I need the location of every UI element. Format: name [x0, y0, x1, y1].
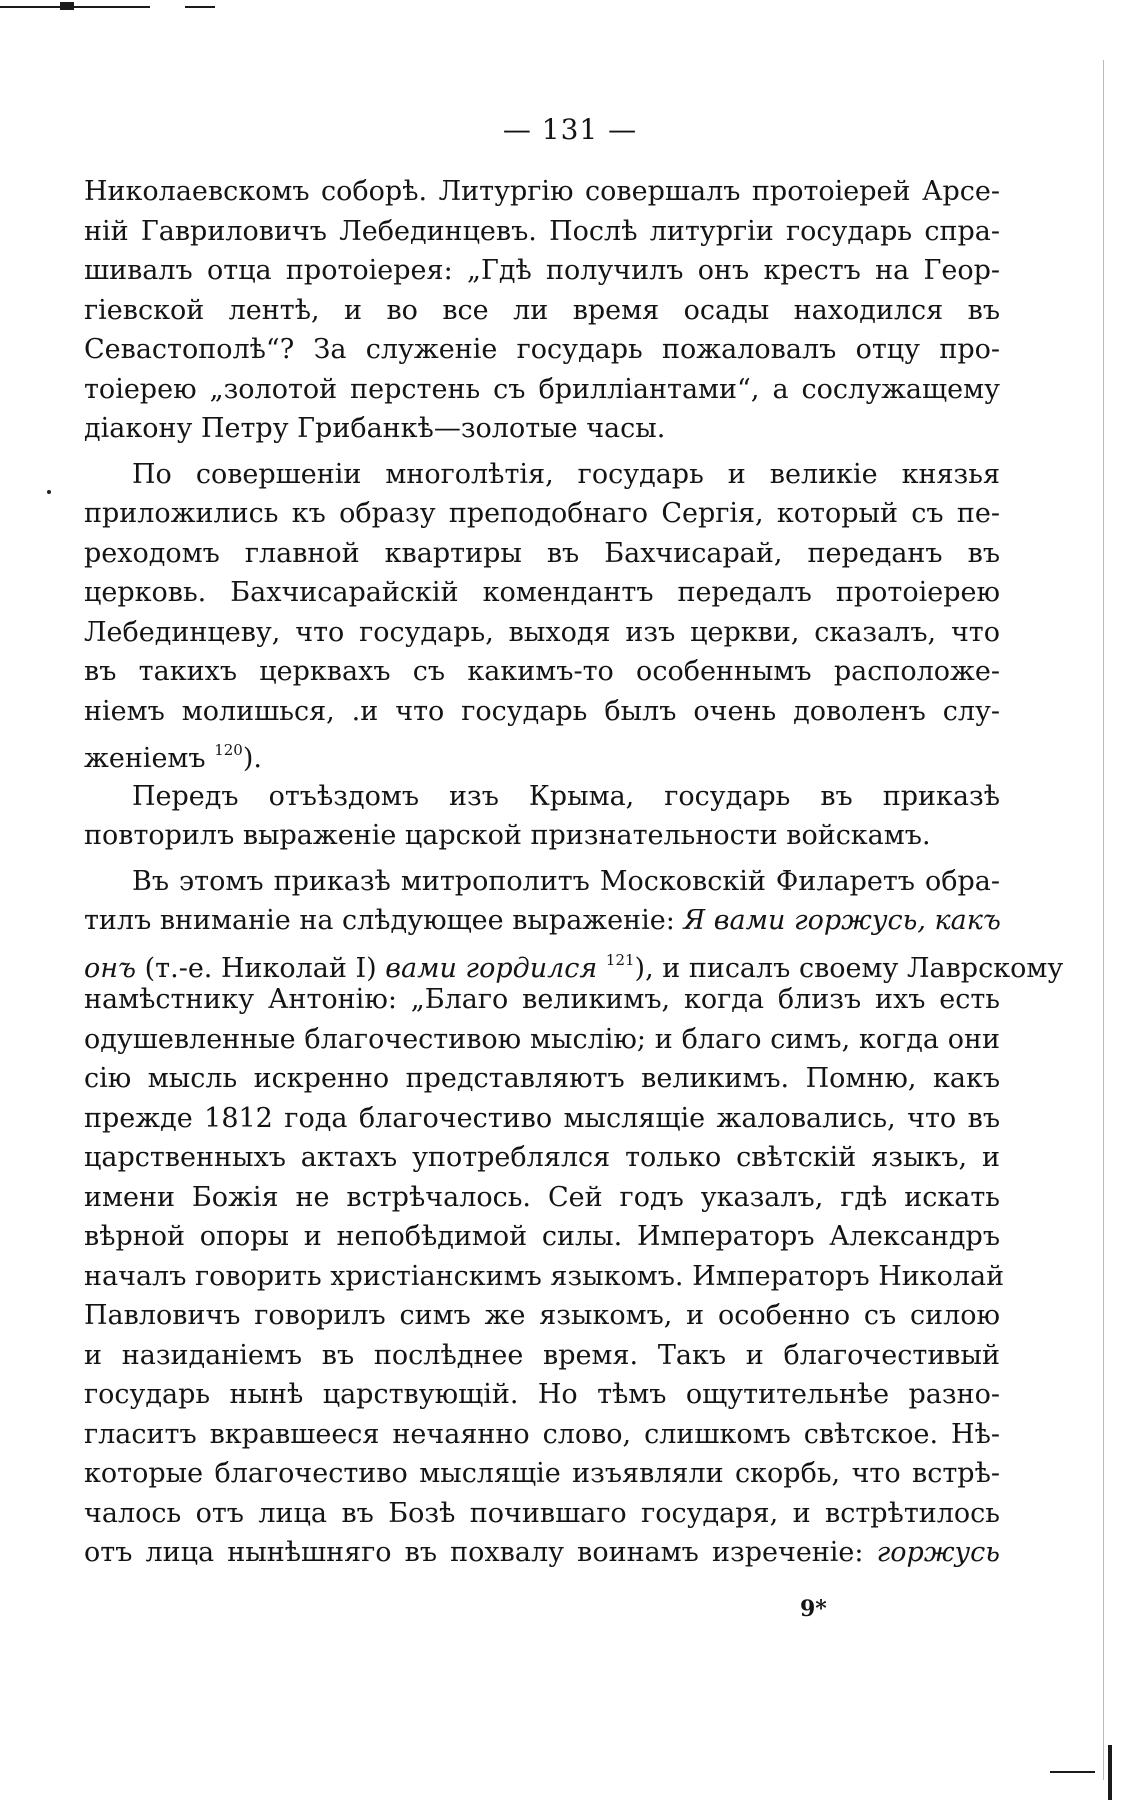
- text-line: [84, 941, 1064, 984]
- text-line: которые благочестиво мыслящіе изъявляли скорбь, что встрѣ-: [84, 1458, 1000, 1489]
- text-line: реходомъ главной квартиры въ Бахчисарай, переданъ въ: [84, 537, 1000, 569]
- text-fragment: ), и писалъ своему Лаврскому: [634, 952, 1064, 984]
- text-line: Лебединцеву, что государь, выходя изъ церкви, сказалъ, что: [84, 616, 1000, 648]
- italic-quote: горжусь: [876, 1537, 1000, 1568]
- text-line: чалось отъ лица въ Бозѣ почившаго государя, и встрѣтилось: [84, 1497, 1000, 1529]
- text-line: Севастополѣ“? За служеніе государь пожаловалъ отцу про-: [84, 334, 1000, 365]
- text-fragment: отъ лица нынѣшняго въ похвалу воинамъ изреченіе:: [84, 1537, 864, 1568]
- text-line: Павловичъ говорилъ симъ же языкомъ, и особенно съ силою: [84, 1300, 1000, 1331]
- text-fragment: ).: [242, 743, 262, 774]
- italic-quote: онъ: [84, 952, 137, 984]
- text-line: имени Божія не встрѣчалось. Сей годъ указалъ, гдѣ искать: [84, 1181, 1000, 1213]
- text-line: одушевленные благочестивою мыслію; и благо симъ, когда они: [84, 1023, 1000, 1055]
- text-line: вѣрной опоры и непобѣдимой силы. Императоръ Александръ: [84, 1221, 1000, 1252]
- text-line: сію мысль искренно представляютъ великимъ. Помню, какъ: [84, 1063, 1000, 1094]
- scan-artifact: [1108, 1745, 1112, 1800]
- text-line: государь нынѣ царствующій. Но тѣмъ ощутительнѣе разно-: [84, 1379, 1000, 1410]
- text-fragment: женіемъ: [84, 743, 206, 774]
- page-edge-line: [1103, 60, 1104, 1780]
- paragraph: [84, 777, 1000, 856]
- text-line: діакону Петру Грибанкѣ—золотые часы.: [84, 413, 666, 444]
- text-line: Николаевскомъ соборѣ. Литургію совершалъ протоіерей Арсе-: [84, 176, 1000, 207]
- text-line: ніемъ молишься, .и что государь былъ очень доволенъ слу-: [84, 695, 1000, 727]
- signature-mark: 9*: [800, 1596, 827, 1622]
- text-line: намѣстнику Антонію: „Благо великимъ, когда близъ ихъ есть: [84, 984, 1000, 1015]
- text-line: повторилъ выраженіе царской признательности войскамъ.: [84, 820, 931, 851]
- text-line: прежде 1812 года благочестиво мыслящіе жаловались, что въ: [84, 1102, 1000, 1134]
- text-line: церковь. Бахчисарайскій комендантъ передалъ протоіерею: [84, 577, 1000, 608]
- text-line: ній Гавриловичъ Лебединцевъ. Послѣ литургіи государь спра-: [84, 215, 1000, 247]
- text-line: началъ говорить христіанскимъ языкомъ. Императоръ Николай: [84, 1260, 1005, 1292]
- text-line: и назиданіемъ въ послѣднее время. Такъ и благочестивый: [84, 1339, 1000, 1371]
- paragraph: [84, 172, 1000, 449]
- text-line: По совершеніи многолѣтія, государь и великіе князья: [132, 458, 1000, 490]
- scan-artifact: [1050, 1771, 1095, 1773]
- margin-dot: [47, 490, 51, 494]
- footnote-reference: 120: [214, 741, 243, 759]
- text-line: гіевской лентѣ, и во все ли время осады находился въ: [84, 294, 1000, 326]
- text-line: царственныхъ актахъ употреблялся только свѣтскій языкъ, и: [84, 1142, 1000, 1173]
- text-line: [84, 901, 1000, 941]
- text-fragment: (т.-е. Николай I): [144, 952, 377, 984]
- text-line: приложились къ образу преподобнаго Сергія, который съ пе-: [84, 498, 1000, 529]
- text-line: тоіерею „золотой перстень съ брилліантами“, а сослужащему: [84, 373, 1000, 405]
- scan-artifact: [185, 6, 215, 8]
- text-line: шивалъ отца протоіерея: „Гдѣ получилъ онъ крестъ на Геор-: [84, 255, 1000, 286]
- italic-quote: Я вами горжусь, какъ: [683, 905, 1001, 936]
- body-text: [84, 172, 1064, 1573]
- text-line: [84, 731, 1000, 774]
- paragraph: [84, 455, 1000, 774]
- scan-artifact: [60, 2, 74, 10]
- text-fragment: тилъ вниманіе на слѣдующее выраженіе:: [84, 905, 675, 936]
- page-number: — 131 —: [502, 113, 638, 146]
- italic-quote: вами гордился: [385, 952, 598, 984]
- text-line: Передъ отъѣздомъ изъ Крыма, государь въ приказѣ: [132, 780, 1000, 812]
- scan-artifact: [0, 6, 150, 8]
- footnote-reference: 121: [605, 950, 635, 969]
- text-line: Въ этомъ приказѣ митрополитъ Московскій Филаретъ обра-: [132, 865, 1000, 897]
- paragraph: [84, 862, 1064, 1573]
- text-line: въ такихъ церквахъ съ какимъ-то особеннымъ расположе-: [84, 656, 1000, 687]
- text-line: [84, 1533, 1000, 1573]
- text-line: гласитъ вкравшееся нечаянно слово, слишкомъ свѣтское. Нѣ-: [84, 1418, 1000, 1450]
